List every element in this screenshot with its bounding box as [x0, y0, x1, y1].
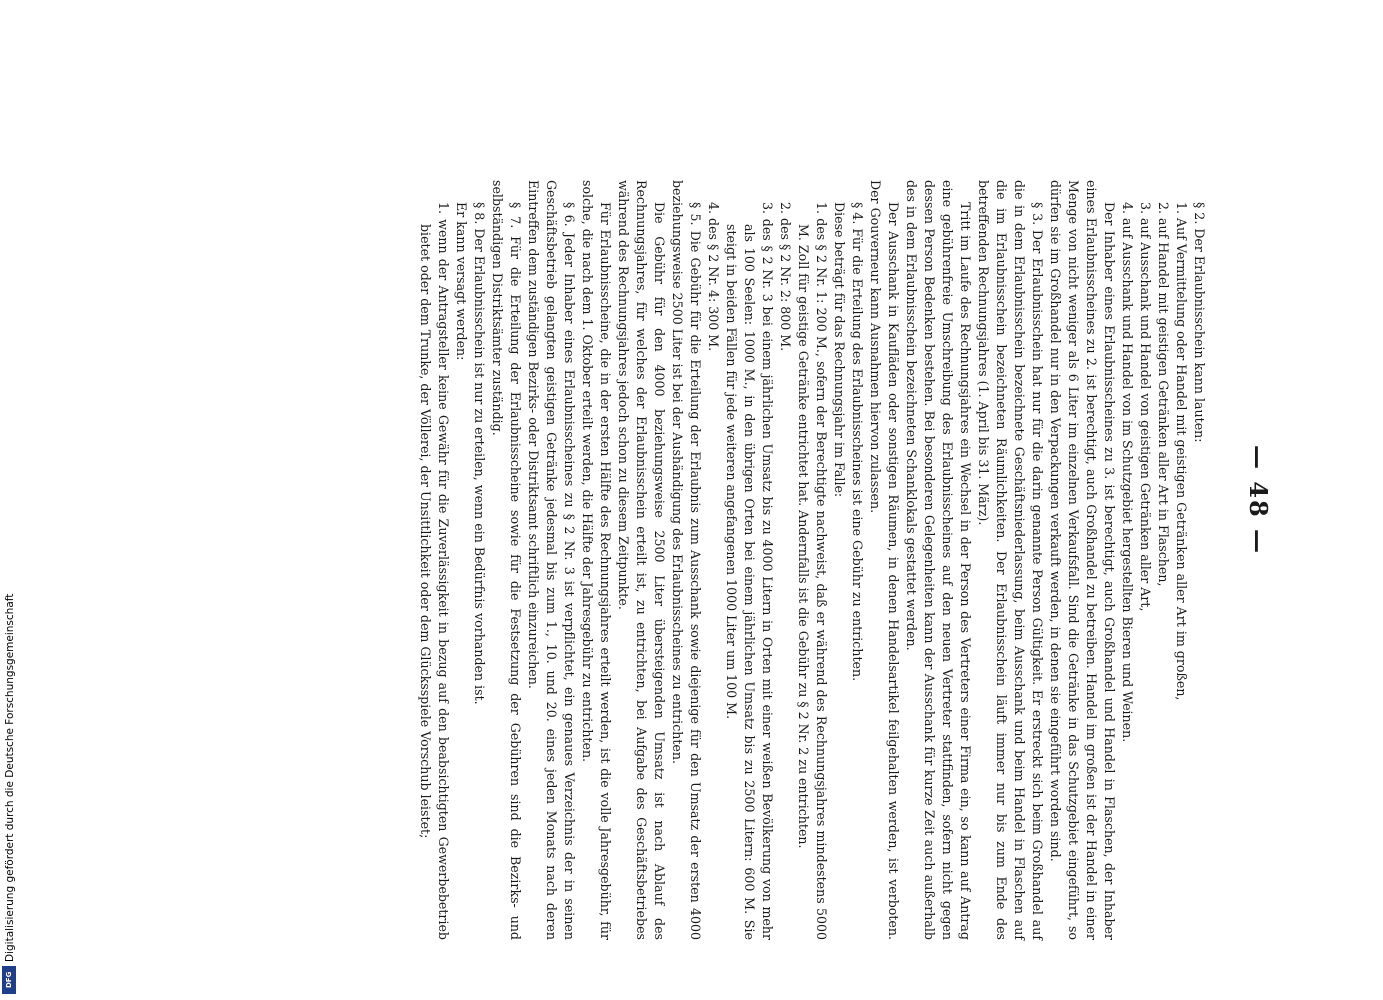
digitization-credit: Digitalisierung gefördert durch die Deutsche Forschungsgemeinschaft: [4, 593, 16, 962]
paragraph: 1. des § 2 Nr. 1: 200 M., sofern der Berechtigte nachweist, daß er während des Rechnungsjahres mindestens 5000 M. Zoll für geistige Getränke entrichtet hat. Andernfalls ist die Gebühr zu § 2 Nr. 2 zu entrichten.: [796, 202, 829, 940]
paragraph: Diese beträgt für das Rechnungsjahr im Falle:: [832, 202, 847, 498]
paragraph: 2. des § 2 Nr. 2: 800 M.: [778, 202, 793, 352]
paragraph: 1. wenn der Antragsteller keine Gewähr für die Zuverlässigkeit in bezug auf den beabsichtigten Gewerbebetrieb bietet oder dem Trunke, der Völlerei, der Unsittlichkeit oder dem Glücksspiele Vorschub leistet;: [418, 202, 451, 940]
paragraph: Er kann versagt werden:: [454, 202, 469, 361]
paragraph: § 3. Der Erlaubnisschein hat nur für die darin genannte Person Gültigkeit. Er erstreckt sich beim Großhandel auf die in dem Erlaubnisschein bezeichnete Geschäftsniederlassung, beim Ausschank und beim Handel in Flaschen auf die im Erlaubnisschein bezeichneten Räumlichkeiten. Der Erlaubnisschein läuft immer nur bis zum Ende des betreffenden Rechnungsjahres (1. April bis 31. März).: [976, 180, 1045, 940]
paragraph: 4. des § 2 Nr. 4: 300 M.: [706, 202, 721, 352]
paragraph: Für Erlaubnisscheine, die in der ersten Hälfte des Rechnungsjahres erteilt werden, ist die volle Jahresgebühr, für solche, die nach dem 1. Oktober erteilt werden, die Hälfte der Jahresgebühr zu entrichten.: [580, 180, 613, 940]
page-number: — 48 —: [1244, 444, 1273, 556]
paragraph: 2. auf Handel mit geistigen Getränken aller Art in Flaschen,: [1156, 202, 1171, 587]
paragraph: 3. auf Ausschank und Handel von geistigen Getränken aller Art,: [1138, 202, 1153, 612]
paragraph: Tritt im Laufe des Rechnungsjahres ein Wechsel in der Person des Vertreters einer Firma ein, so kann auf Antrag eine gebührenfreie Umschreibung des Erlaubnisscheines auf den neuen Vertreter stattfinden, sofern nicht gegen dessen Person Bedenken bestehen. Bei besonderen Gelegenheiten kann der Ausschank für kurze Zeit auch außerhalb des in dem Erlaubnisschein bezeichneten Schanklokals gestattet werden.: [904, 180, 973, 940]
paragraph: § 8. Der Erlaubnisschein ist nur zu erteilen, wenn ein Bedürfnis vorhanden ist.: [472, 202, 487, 705]
dfg-logo: DFG: [2, 966, 16, 994]
paragraph: 1. Auf Vermittelung oder Handel mit geistigen Getränken aller Art im großen,: [1174, 202, 1189, 701]
paragraph: 3. des § 2 Nr. 3 bei einem jährlichen Umsatz bis zu 4000 Litern in Orten mit einer weißen Bevölkerung von mehr als 100 Seelen: 1000 M., in den übrigen Orten bei einem jährlichen Umsatz bis zu 2500 Litern: 600 M. Sie steigt in beiden Fällen für jede weiteren angefangenen 1000 Liter um 100 M.: [724, 202, 775, 940]
paragraph: § 2. Der Erlaubnisschein kann lauten:: [1192, 202, 1207, 443]
paragraph: Die Gebühr für den 4000 beziehungsweise 2500 Liter übersteigenden Umsatz ist nach Ablauf des Rechnungsjahres, für welches der Erlaubnisschein erteilt ist, zu entrichten, bei Aufgabe des Geschäftsbetriebes während des Rechnungsjahres jedoch schon zu diesem Zeitpunkte.: [616, 180, 667, 940]
paragraph: § 6. Jeder Inhaber eines Erlaubnisscheines zu § 2 Nr. 3 ist verpflichtet, ein genaues Verzeichnis der in seinen Geschäftsbetrieb gelangten geistigen Getränke jedesmal bis zum 1., 10. und 20. eines jeden Monats nach deren Eintreffen dem zuständigen Bezirks- oder Distriktsamt schriftlich einzureichen.: [526, 180, 577, 940]
paragraph: § 7. Für die Erteilung der Erlaubnisscheine sowie für die Festsetzung der Gebühren sind die Bezirks- und selbständigen Distriktsämter zuständig.: [490, 180, 523, 940]
body-text: [416, 180, 1208, 940]
paragraph: Der Ausschank in Kaufläden oder sonstigen Räumen, in denen Handelsartikel feilgehalten werden, ist verboten. Der Gouverneur kann Ausnahmen hiervon zulassen.: [868, 180, 901, 940]
paragraph: Der Inhaber eines Erlaubnisscheines zu 3. ist berechtigt, auch Großhandel und Handel in Flaschen, der Inhaber eines Erlaubnisscheines zu 2. ist berechtigt, auch Großhandel zu betreiben. Handel im großen ist der Handel in einer Menge von nicht weniger als 6 Liter im einzelnen Verkaufsfall. Sind die Getränke in das Schutzgebiet eingeführt, so dürfen sie im Großhandel nur in den Verpackungen verkauft werden, in denen sie eingeführt worden sind.: [1048, 180, 1117, 940]
footer-band: [0, 0, 26, 1000]
paragraph: § 5. Die Gebühr für die Erteilung der Erlaubnis zum Ausschank sowie diejenige für den Umsatz der ersten 4000 beziehungsweise 2500 Liter ist bei der Aushändigung des Erlaubnisscheines zu entrichten.: [670, 180, 703, 940]
paragraph: 4. auf Ausschank und Handel von im Schutzgebiet hergestellten Bieren und Weinen.: [1120, 202, 1135, 743]
paragraph: § 4. Für die Erteilung des Erlaubnisscheines ist eine Gebühr zu entrichten.: [850, 202, 865, 682]
